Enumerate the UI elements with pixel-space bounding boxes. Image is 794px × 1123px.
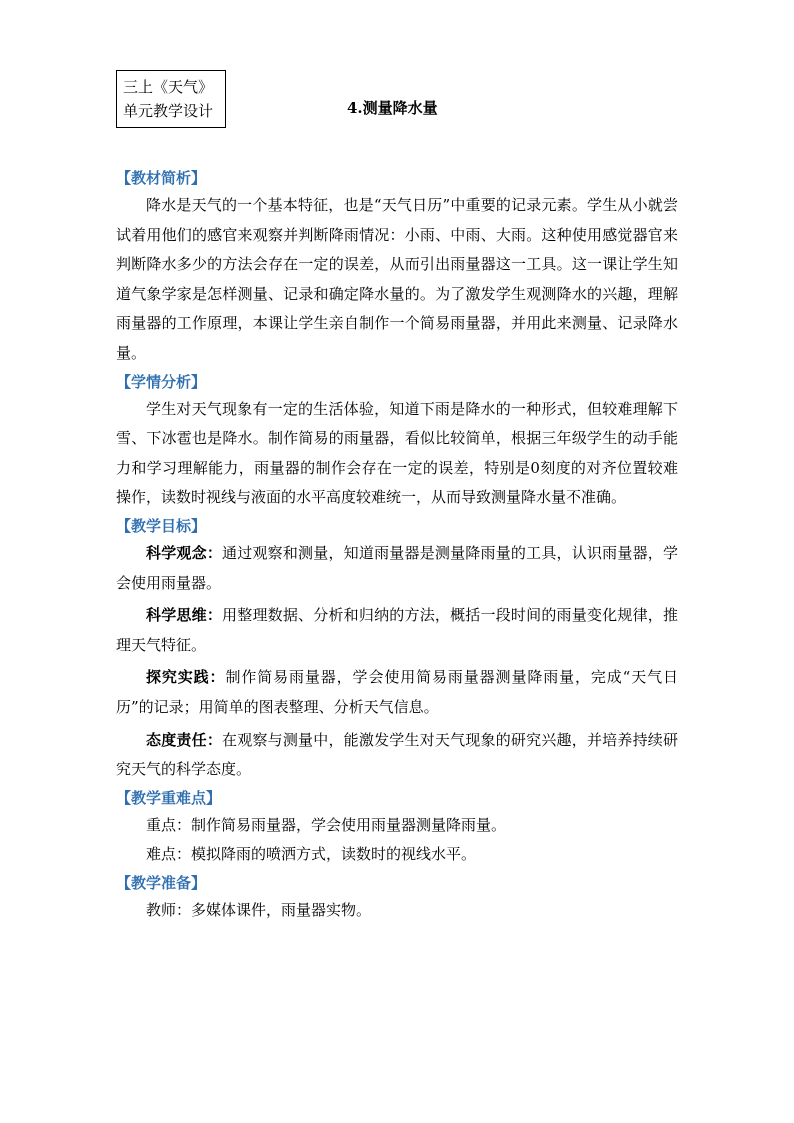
lesson-title: 4.测量降水量 (347, 99, 438, 117)
section-heading-preparation: 【教学准备】 (116, 873, 207, 892)
goal-label: 科学思维： (146, 606, 223, 625)
goal-item-science-concept (116, 539, 678, 598)
section-heading-textbook: 【教材简析】 (116, 169, 207, 187)
goal-label: 态度责任： (146, 730, 223, 749)
section-heading-key-points: 【教学重难点】 (116, 788, 222, 807)
difficult-point-item: 难点：模拟降雨的喷洒方式，读数时的视线水平。 (146, 845, 477, 864)
section-heading-students: 【学情分析】 (116, 372, 207, 391)
goal-item-practice (116, 663, 678, 722)
goal-label: 探究实践： (146, 668, 226, 687)
student-analysis-paragraph: 学生对天气现象有一定的生活体验，知道下雨是降水的一种形式，但较难理解下雪、下冰雹也是降水。制作简易的雨量器，看似比较简单，根据三年级学生的动手能力和学习理解能力，雨量器的制作会存在一定的误差，特别是0刻度的对齐位置较难操作，读数时视线与液面的水平高度较难统一，从而导致测量降水量不准确。 (116, 399, 678, 507)
unit-label-line1: 三上《天气》 (123, 78, 214, 96)
goal-text: 用整理数据、分析和归纳的方法，概括一段时间的雨量变化规律，推理天气特征。 (116, 606, 678, 654)
key-point-item: 重点：制作简易雨量器，学会使用雨量器测量降雨量。 (146, 815, 507, 834)
section-heading-goals: 【教学目标】 (116, 516, 207, 535)
goal-label: 科学观念： (146, 543, 223, 562)
goal-text: 在观察与测量中，能激发学生对天气现象的研究兴趣，并培养持续研究天气的科学态度。 (116, 730, 678, 779)
goal-item-science-thinking (116, 601, 678, 660)
unit-label-line2: 单元教学设计 (123, 102, 214, 120)
unit-label-box (116, 70, 226, 128)
document-body (116, 165, 678, 925)
textbook-analysis-paragraph: 降水是天气的一个基本特征，也是“天气日历”中重要的记录元素。学生从小就尝试着用他们的感官来观察并判断降雨情况：小雨、中雨、大雨。这种使用感觉器官来判断降水多少的方法会存在一定的误差，从而引出雨量器这一工具。这一课让学生知道气象学家是怎样测量、记录和确定降水量的。为了激发学生观测降水的兴趣，理解雨量器的工作原理，本课让学生亲自制作一个简易雨量器，并用此来测量、记录降水量。 (116, 196, 678, 362)
goal-item-attitude (116, 726, 678, 785)
goal-text: 制作简易雨量器，学会使用简易雨量器测量降雨量，完成“天气日历”的记录；用简单的图表整理、分析天气信息。 (116, 668, 678, 716)
preparation-item-teacher: 教师：多媒体课件，雨量器实物。 (146, 900, 372, 919)
goal-text: 通过观察和测量，知道雨量器是测量降雨量的工具，认识雨量器，学会使用雨量器。 (116, 543, 678, 592)
